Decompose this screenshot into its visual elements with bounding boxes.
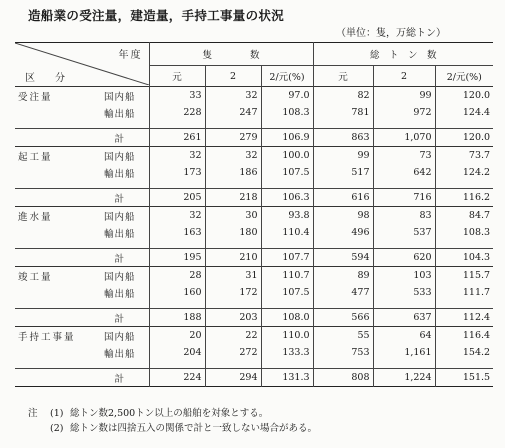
value-cell: 180 — [205, 224, 261, 241]
total-value-cell: 195 — [149, 249, 205, 267]
value-cell: 533 — [373, 284, 435, 301]
value-cell: 753 — [313, 344, 373, 361]
category-label — [15, 164, 91, 181]
column-header: 元 — [313, 66, 373, 87]
column-header: 2/元(%) — [435, 66, 493, 87]
value-cell: 110.4 — [261, 224, 313, 241]
value-cell: 972 — [373, 104, 435, 121]
value-cell: 496 — [313, 224, 373, 241]
footnote: (2) 総トン数は四捨五入の関係で計と一致しない場合がある。 — [50, 423, 318, 434]
total-row — [15, 309, 493, 327]
total-value-cell: 1,070 — [373, 129, 435, 147]
value-cell: 99 — [373, 87, 435, 105]
footnote: 注 (1) 総トン数2,500トン以上の船舶を対象とする。 — [28, 408, 269, 419]
value-cell: 154.2 — [435, 344, 493, 361]
value-cell: 108.3 — [261, 104, 313, 121]
value-cell: 64 — [373, 327, 435, 345]
total-value-cell: 106.3 — [261, 189, 313, 207]
value-cell: 73 — [373, 147, 435, 165]
value-cell: 172 — [205, 284, 261, 301]
value-cell: 781 — [313, 104, 373, 121]
category-label: 竣工量 — [15, 267, 91, 285]
value-cell: 186 — [205, 164, 261, 181]
value-cell: 32 — [149, 147, 205, 165]
value-cell: 33 — [149, 87, 205, 105]
total-row — [15, 129, 493, 147]
spacer-row — [15, 121, 493, 129]
value-cell: 99 — [313, 147, 373, 165]
total-value-cell: 203 — [205, 309, 261, 327]
category-label — [15, 224, 91, 241]
total-label: 計 — [91, 369, 149, 387]
category-label: 受注量 — [15, 87, 91, 105]
table-row — [15, 284, 493, 301]
table-row — [15, 207, 493, 225]
total-value-cell: 1,224 — [373, 369, 435, 387]
value-cell: 537 — [373, 224, 435, 241]
value-cell: 84.7 — [435, 207, 493, 225]
value-cell: 82 — [313, 87, 373, 105]
value-cell: 55 — [313, 327, 373, 345]
total-value-cell: 210 — [205, 249, 261, 267]
total-value-cell: 106.9 — [261, 129, 313, 147]
value-cell: 133.3 — [261, 344, 313, 361]
total-value-cell: 863 — [313, 129, 373, 147]
total-value-cell: 637 — [373, 309, 435, 327]
total-value-cell: 224 — [149, 369, 205, 387]
total-value-cell: 151.5 — [435, 369, 493, 387]
row-label: 輸出船 — [103, 348, 136, 360]
value-cell: 28 — [149, 267, 205, 285]
value-cell: 124.4 — [435, 104, 493, 121]
total-value-cell: 279 — [205, 129, 261, 147]
category-label — [15, 344, 91, 361]
value-cell: 20 — [149, 327, 205, 345]
total-value-cell: 808 — [313, 369, 373, 387]
value-cell: 32 — [205, 147, 261, 165]
row-label: 輸出船 — [103, 108, 136, 120]
value-cell: 22 — [205, 327, 261, 345]
total-row — [15, 249, 493, 267]
value-cell: 124.2 — [435, 164, 493, 181]
spacer-row — [15, 181, 493, 189]
value-cell: 107.5 — [261, 164, 313, 181]
total-value-cell: 716 — [373, 189, 435, 207]
page-title: 造船業の受注量，建造量，手持工事量の状況 — [28, 8, 285, 23]
header-corner-cell — [15, 43, 149, 87]
total-row — [15, 369, 493, 387]
footnotes — [28, 406, 317, 436]
row-label: 国内船 — [91, 207, 149, 225]
value-cell: 32 — [205, 87, 261, 105]
value-cell: 111.7 — [435, 284, 493, 301]
total-value-cell: 120.0 — [435, 129, 493, 147]
total-value-cell: 205 — [149, 189, 205, 207]
column-header: 2 — [373, 66, 435, 87]
year-header-label: 年度 — [118, 50, 143, 61]
value-cell: 108.3 — [435, 224, 493, 241]
total-label: 計 — [91, 249, 149, 267]
value-cell: 103 — [373, 267, 435, 285]
row-label: 国内船 — [91, 87, 149, 105]
value-cell: 83 — [373, 207, 435, 225]
total-value-cell: 188 — [149, 309, 205, 327]
column-header: 元 — [149, 66, 205, 87]
value-cell: 160 — [149, 284, 205, 301]
value-cell: 116.4 — [435, 327, 493, 345]
row-label: 国内船 — [91, 267, 149, 285]
section-header-label: 区 分 — [25, 73, 65, 84]
spacer-row — [15, 361, 493, 369]
value-cell: 100.0 — [261, 147, 313, 165]
row-label: 国内船 — [91, 147, 149, 165]
category-label — [15, 284, 91, 301]
value-cell: 110.0 — [261, 327, 313, 345]
table-row — [15, 87, 493, 105]
header-tonnage-group: 総 ト ン 数 — [313, 43, 493, 66]
spacer-row — [15, 241, 493, 249]
total-value-cell: 620 — [373, 249, 435, 267]
value-cell: 31 — [205, 267, 261, 285]
total-value-cell: 112.4 — [435, 309, 493, 327]
total-value-cell: 104.3 — [435, 249, 493, 267]
table-row — [15, 327, 493, 345]
total-value-cell: 294 — [205, 369, 261, 387]
table-row — [15, 104, 493, 121]
value-cell: 228 — [149, 104, 205, 121]
category-label: 手持工事量 — [15, 327, 91, 345]
value-cell: 517 — [313, 164, 373, 181]
table-row — [15, 224, 493, 241]
column-header: 2/元(%) — [261, 66, 313, 87]
value-cell: 115.7 — [435, 267, 493, 285]
category-label — [15, 104, 91, 121]
spacer-row — [15, 301, 493, 309]
value-cell: 93.8 — [261, 207, 313, 225]
total-label: 計 — [91, 309, 149, 327]
total-value-cell: 616 — [313, 189, 373, 207]
value-cell: 30 — [205, 207, 261, 225]
row-label: 輸出船 — [103, 288, 136, 300]
total-value-cell: 261 — [149, 129, 205, 147]
row-label: 国内船 — [91, 327, 149, 345]
total-value-cell: 108.0 — [261, 309, 313, 327]
value-cell: 477 — [313, 284, 373, 301]
value-cell: 110.7 — [261, 267, 313, 285]
value-cell: 97.0 — [261, 87, 313, 105]
total-value-cell: 116.2 — [435, 189, 493, 207]
table-row — [15, 267, 493, 285]
table-row — [15, 164, 493, 181]
total-label: 計 — [91, 129, 149, 147]
row-label: 輸出船 — [103, 168, 136, 180]
unit-note: （単位：隻，万総トン） — [336, 28, 446, 39]
value-cell: 73.7 — [435, 147, 493, 165]
shipbuilding-table — [15, 42, 493, 387]
value-cell: 32 — [149, 207, 205, 225]
value-cell: 1,161 — [373, 344, 435, 361]
header-ships-group: 隻 数 — [149, 43, 313, 66]
value-cell: 163 — [149, 224, 205, 241]
value-cell: 89 — [313, 267, 373, 285]
total-value-cell: 107.7 — [261, 249, 313, 267]
value-cell: 204 — [149, 344, 205, 361]
value-cell: 247 — [205, 104, 261, 121]
table-row — [15, 147, 493, 165]
category-label: 起工量 — [15, 147, 91, 165]
category-label: 進水量 — [15, 207, 91, 225]
column-header: 2 — [205, 66, 261, 87]
total-value-cell: 594 — [313, 249, 373, 267]
total-label: 計 — [91, 189, 149, 207]
total-value-cell: 218 — [205, 189, 261, 207]
value-cell: 98 — [313, 207, 373, 225]
value-cell: 173 — [149, 164, 205, 181]
total-row — [15, 189, 493, 207]
value-cell: 120.0 — [435, 87, 493, 105]
total-value-cell: 566 — [313, 309, 373, 327]
total-value-cell: 131.3 — [261, 369, 313, 387]
value-cell: 272 — [205, 344, 261, 361]
value-cell: 642 — [373, 164, 435, 181]
value-cell: 107.5 — [261, 284, 313, 301]
table-row — [15, 344, 493, 361]
row-label: 輸出船 — [103, 228, 136, 240]
